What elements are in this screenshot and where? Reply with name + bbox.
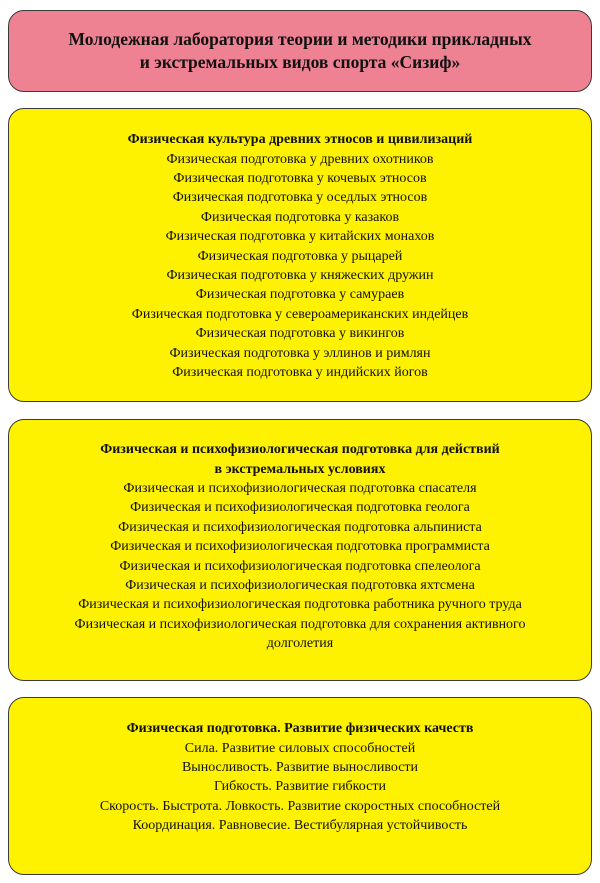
section-heading: в экстремальных условиях — [214, 461, 386, 477]
list-item: Физическая подготовка у древних охотников — [166, 151, 434, 167]
list-item: Физическая подготовка у оседлых этносов — [172, 190, 428, 206]
list-item: Физическая и психофизиологическая подготовка спасателя — [123, 481, 477, 496]
list-item: Физическая и психофизиологическая подготовка яхтсмена — [125, 578, 475, 594]
list-item: Физическая подготовка у китайских монахов — [165, 229, 435, 245]
list-item: Физическая и психофизиологическая подготовка программиста — [110, 539, 490, 555]
list-item: Физическая подготовка у викингов — [195, 326, 405, 342]
list-item: Физическая подготовка у рыцарей — [197, 248, 403, 264]
list-item: Физическая подготовка у княжеских дружин — [166, 267, 434, 283]
section-physical-qualities — [8, 697, 592, 875]
section-heading: Физическая культура древних этносов и цивилизаций — [127, 132, 473, 147]
section-heading: Физическая и психофизиологическая подготовка для действий — [100, 442, 500, 457]
list-item: Физическая и психофизиологическая подготовка альпиниста — [118, 519, 482, 535]
section-list — [9, 739, 591, 836]
list-item: Физическая и психофизиологическая подготовка геолога — [130, 500, 470, 516]
list-item: долголетия — [266, 636, 334, 652]
list-item: Выносливость. Развитие выносливости — [181, 759, 419, 775]
list-item: Физическая подготовка у эллинов и римлян — [169, 345, 431, 361]
title-line-2: и экстремальных видов спорта «Сизиф» — [139, 52, 461, 72]
section-heading: Физическая подготовка. Развитие физических качеств — [126, 721, 474, 736]
section-extreme-conditions — [8, 419, 592, 681]
section-list — [9, 150, 591, 383]
list-item: Физическая подготовка у индийских йогов — [172, 364, 428, 380]
list-item: Физическая подготовка у самураев — [195, 287, 405, 303]
list-item: Сила. Развитие силовых способностей — [184, 740, 416, 756]
title-line-1: Молодежная лаборатория теории и методики прикладных — [68, 29, 532, 49]
section-ancient-ethnoses — [8, 108, 592, 402]
section-list — [9, 479, 591, 654]
list-item: Физическая и психофизиологическая подготовка для сохранения активного — [74, 616, 526, 632]
list-item: Физическая подготовка у кочевых этносов — [173, 170, 427, 186]
list-item: Физическая и психофизиологическая подготовка работника ручного труда — [78, 597, 522, 613]
list-item: Скорость. Быстрота. Ловкость. Развитие скоростных способностей — [99, 798, 501, 814]
list-item: Гибкость. Развитие гибкости — [214, 779, 386, 795]
title-box — [8, 10, 592, 92]
list-item: Физическая и психофизиологическая подготовка спелеолога — [119, 558, 481, 574]
list-item: Физическая подготовка у казаков — [200, 209, 400, 225]
list-item: Физическая подготовка у североамериканских индейцев — [131, 306, 469, 322]
list-item: Координация. Равновесие. Вестибулярная устойчивость — [132, 818, 468, 834]
